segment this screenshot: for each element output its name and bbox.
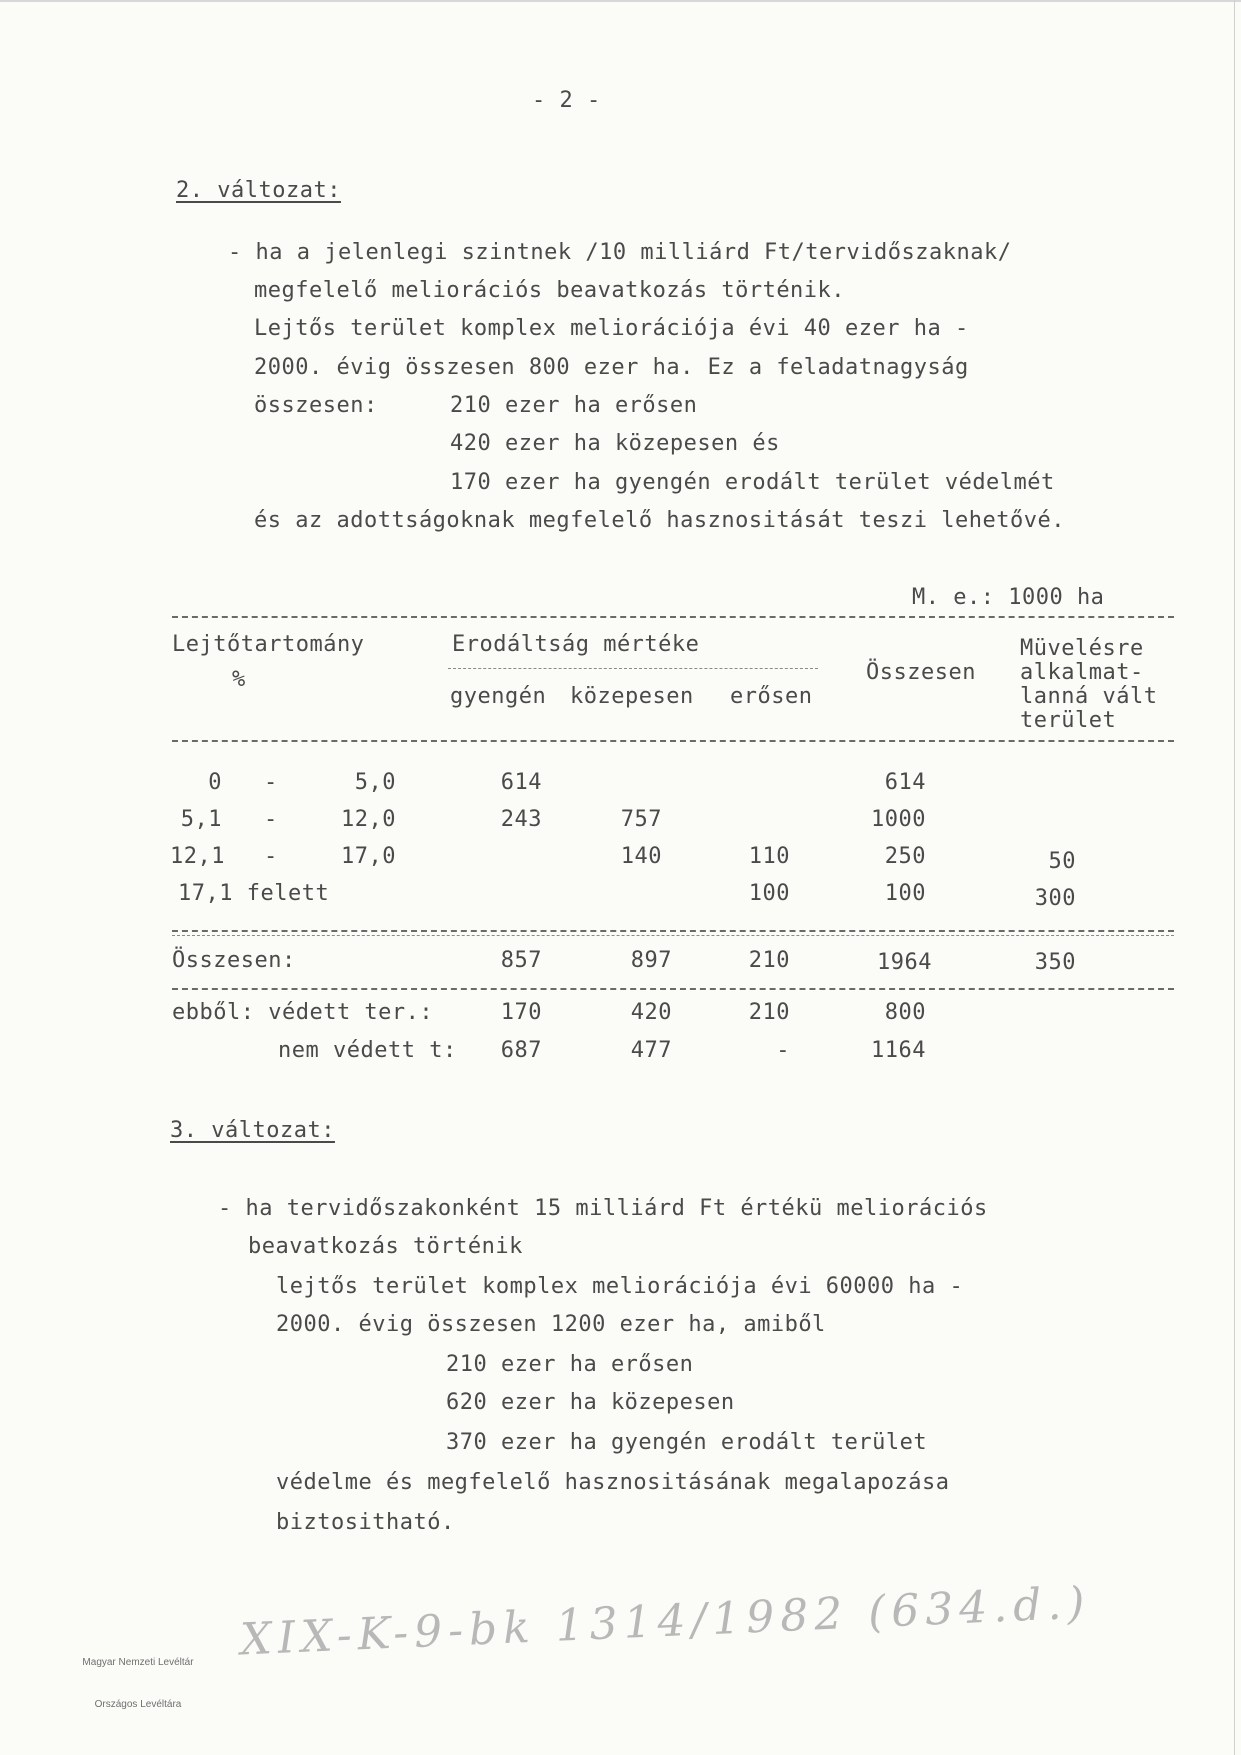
header-cultivable: alkalmat- [1020, 660, 1144, 685]
cell-total: 614 [884, 770, 926, 795]
header-slope: Lejtőtartomány [172, 632, 365, 657]
total-top-rule-2 [172, 935, 1174, 936]
cell-medium: 140 [620, 844, 662, 869]
section-2-line: - ha a jelenlegi szintnek /10 milliárd Ft/tervidőszaknak/ [228, 240, 1012, 265]
section-3-line: 620 ezer ha közepesen [446, 1390, 735, 1415]
table-top-rule [172, 616, 1174, 618]
section-3-line: védelme és megfelelő hasznositásának megalapozása [276, 1470, 950, 1495]
handwritten-reference: XIX-K-9-bk 1314/1982 (634.d.) [239, 1577, 1092, 1666]
total-top-rule [172, 930, 1174, 932]
cell-weak: 614 [500, 770, 542, 795]
section-3-line: 370 ezer ha gyengén erodált terület [446, 1430, 928, 1455]
total-label: Összesen: [172, 948, 296, 973]
table-unit: M. e.: 1000 ha [912, 585, 1105, 610]
total-total: 1964 [877, 950, 932, 975]
cell-sep: - [264, 770, 278, 795]
archive-stamp [58, 1628, 218, 1726]
header-weak: gyengén [450, 684, 547, 709]
total-strong: 210 [748, 948, 790, 973]
cell-to: 12,0 [341, 807, 396, 832]
section-3-line: lejtős terület komplex meliorációja évi 60000 ha - [276, 1274, 964, 1299]
page-number: - 2 - [532, 88, 601, 113]
section-3-line: - ha tervidőszakonként 15 milliárd Ft értékü meliorációs [218, 1196, 988, 1221]
sub-total: 800 [884, 1000, 926, 1025]
section-2-line: és az adottságoknak megfelelő hasznositását teszi lehetővé. [254, 508, 1065, 533]
sub-medium: 420 [630, 1000, 672, 1025]
cell-from: 0 [208, 770, 222, 795]
total-weak: 857 [500, 948, 542, 973]
sub-label: nem védett t: [278, 1038, 457, 1063]
cell-to: 5,0 [354, 770, 396, 795]
header-strong: erősen [730, 684, 813, 709]
section-2-heading: 2. változat: [176, 178, 341, 203]
section-2-line: 420 ezer ha közepesen és [450, 431, 780, 456]
cell-to: 17,0 [341, 844, 396, 869]
cell-weak: 243 [500, 807, 542, 832]
header-medium: közepesen [570, 684, 694, 709]
cell-cultivable: 50 [1048, 849, 1076, 874]
header-total: Összesen [866, 660, 976, 685]
sub-total: 1164 [871, 1038, 926, 1063]
section-2-line: 210 ezer ha erősen [450, 393, 698, 418]
section-2-line: 2000. évig összesen 800 ezer ha. Ez a feladatnagyság [254, 355, 969, 380]
cell-sep: - [264, 844, 278, 869]
sub-strong: 210 [748, 1000, 790, 1025]
header-bottom-rule [172, 740, 1174, 742]
section-3-heading: 3. változat: [170, 1118, 335, 1143]
section-3-line: biztositható. [276, 1510, 455, 1535]
section-2-line: összesen: [254, 393, 378, 418]
sub-medium: 477 [630, 1038, 672, 1063]
scan-top-edge [0, 0, 1241, 2]
total-cultivable: 350 [1034, 950, 1076, 975]
section-2-line: megfelelő meliorációs beavatkozás történik. [254, 278, 846, 303]
section-2-line: 170 ezer ha gyengén erodált terület védelmét [450, 470, 1055, 495]
sub-weak: 687 [500, 1038, 542, 1063]
cell-total: 250 [884, 844, 926, 869]
section-2-line: Lejtős terület komplex meliorációja évi 40 ezer ha - [254, 316, 969, 341]
section-3-line: 210 ezer ha erősen [446, 1352, 694, 1377]
cell-sep: - [264, 807, 278, 832]
cell-cultivable: 300 [1034, 886, 1076, 911]
cell-from: 12,1 [170, 844, 225, 869]
header-slope-unit: % [232, 667, 246, 692]
total-bottom-rule [172, 988, 1174, 990]
cell-total: 1000 [871, 807, 926, 832]
header-cultivable: terület [1020, 708, 1117, 733]
header-erosion: Erodáltság mértéke [452, 632, 700, 657]
cell-strong: 100 [748, 881, 790, 906]
archive-stamp-line: Országos Levéltára [94, 1699, 182, 1710]
sub-label: ebből: védett ter.: [172, 1000, 434, 1025]
scan-right-edge [1234, 0, 1235, 1755]
total-medium: 897 [630, 948, 672, 973]
cell-from: 17,1 felett [178, 881, 330, 906]
sub-strong: - [776, 1038, 790, 1063]
cell-total: 100 [884, 881, 926, 906]
section-3-line: beavatkozás történik [248, 1234, 523, 1259]
cell-strong: 110 [748, 844, 790, 869]
cell-medium: 757 [620, 807, 662, 832]
section-3-line: 2000. évig összesen 1200 ezer ha, amiből [276, 1312, 826, 1337]
cell-from: 5,1 [180, 807, 222, 832]
header-cultivable: lanná vált [1020, 684, 1158, 709]
header-cultivable: Müvelésre [1020, 636, 1144, 661]
sub-weak: 170 [500, 1000, 542, 1025]
header-sub-rule [448, 668, 818, 669]
archive-stamp-line: Magyar Nemzeti Levéltár [82, 1657, 194, 1668]
